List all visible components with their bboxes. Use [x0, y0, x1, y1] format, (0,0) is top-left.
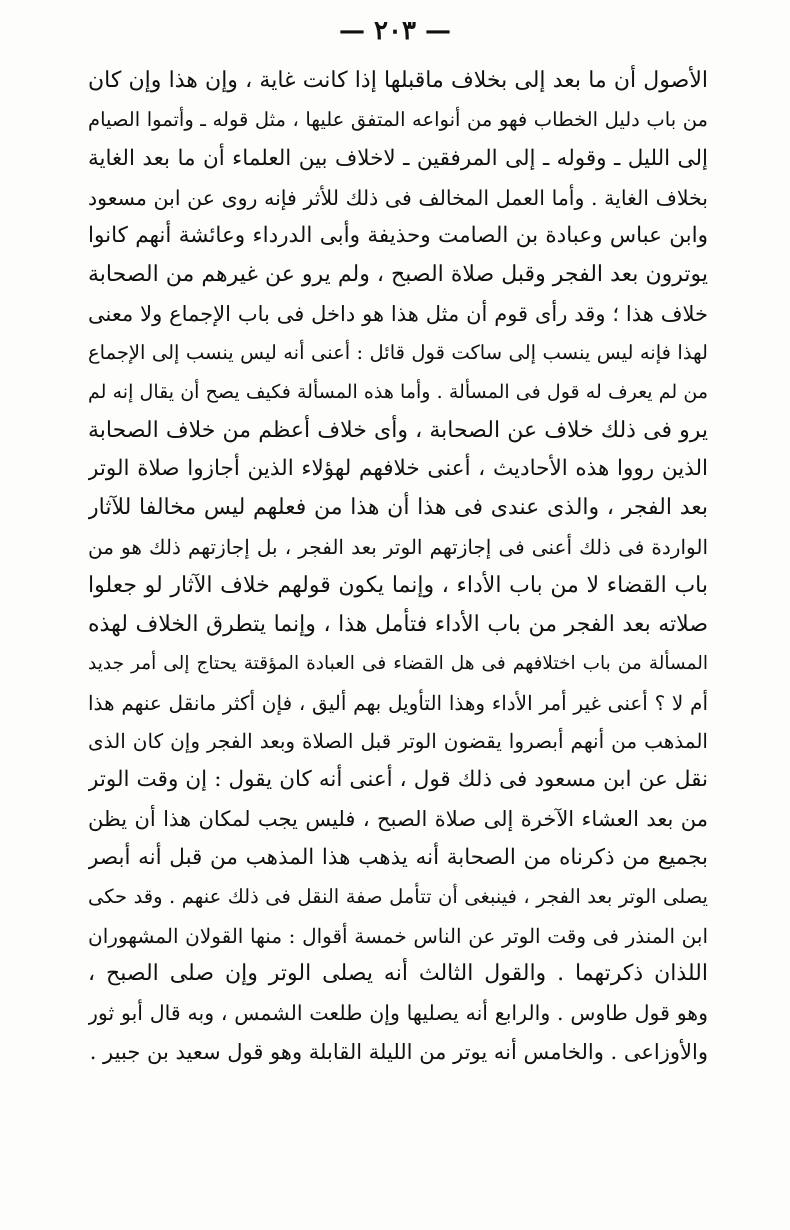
text-line: لهذا فإنه ليس ينسب إلى ساكت قول قائل : أعنى أنه ليس ينسب إلى الإجماع — [88, 340, 708, 364]
text-line: والأوزاعى . والخامس أنه يوتر من الليلة القابلة وهو قول سعيد بن جبير . — [89, 1040, 708, 1065]
text-line: يوترون بعد الفجر وقبل صلاة الصبح ، ولم يرو عن غيرهم من الصحابة — [88, 262, 708, 288]
text-line: من باب دليل الخطاب فهو من أنواعه المتفق عليها ، مثل قوله ـ وأتموا الصيام — [88, 107, 708, 131]
text-line: بخلاف الغاية . وأما العمل المخالف فى ذلك للأثر فإنه روى عن ابن مسعود — [88, 185, 708, 210]
page-number: — ٢٠٣ — — [338, 16, 452, 46]
text-line: صلاته بعد الفجر من باب الأداء فتأمل هذا ، وإنما يتطرق الخلاف لهذه — [88, 611, 708, 637]
text-line: الأصول أن ما بعد إلى بخلاف ماقبلها إذا كانت غاية ، وإن هذا وإن كان — [88, 68, 708, 93]
text-line: نقل عن ابن مسعود فى ذلك قول ، أعنى أنه كان يقول : إن وقت الوتر — [88, 767, 708, 793]
text-line: الذين رووا هذه الأحاديث ، أعنى خلافهم لهؤلاء الذين أجازوا صلاة الوتر — [88, 456, 708, 482]
text-line: خلاف هذا ؛ وقد رأى قوم أن مثل هذا هو داخل فى باب الإجماع ولا معنى — [88, 302, 708, 327]
text-line: المسألة من باب اختلافهم فى هل القضاء فى العبادة المؤقتة يحتاج إلى أمر جديد — [88, 652, 708, 674]
text-line: الواردة فى ذلك أعنى فى إجازتهم الوتر بعد الفجر ، بل إجازتهم ذلك هو من — [88, 535, 708, 560]
text-line: ابن المنذر فى وقت الوتر عن الناس خمسة أقوال : منها القولان المشهوران — [88, 923, 708, 948]
text-line: من بعد العشاء الآخرة إلى صلاة الصبح ، فليس يجب لمكان هذا أن يظن — [88, 807, 708, 832]
text-line: المذهب من أنهم أبصروا يقضون الوتر قبل الصلاة وبعد الفجر وإن كان الذى — [88, 729, 708, 754]
text-line: بجميع من ذكرناه من الصحابة أنه يذهب هذا المذهب من قبل أنه أبصر — [88, 844, 708, 870]
text-line: وهو قول طاوس . والرابع أنه يصليها وإن طلعت الشمس ، وبه قال أبو ثور — [88, 1001, 708, 1026]
text-line: أم لا ؟ أعنى غير أمر الأداء وهذا التأويل بهم أليق ، فإن أكثر مانقل عنهم هذا — [88, 690, 708, 715]
text-line: اللذان ذكرتهما . والقول الثالث أنه يصلى الوتر وإن صلى الصبح ، — [88, 961, 708, 987]
text-line: وابن عباس وعبادة بن الصامت وحذيفة وأبى الدرداء وعائشة أنهم كانوا — [88, 223, 708, 249]
text-line: باب القضاء لا من باب الأداء ، وإنما يكون قولهم خلاف الآثار لو جعلوا — [88, 572, 708, 598]
text-line: إلى الليل ـ وقوله ـ إلى المرفقين ـ لاخلاف بين العلماء أن ما بعد الغاية — [88, 145, 708, 171]
text-line: من لم يعرف له قول فى المسألة . وأما هذه المسألة فكيف يصح أن يقال إنه لم — [88, 380, 708, 403]
body-text — [88, 62, 708, 1072]
text-line: بعد الفجر ، والذى عندى فى هذا أن هذا من فعلهم ليس مخالفا للآثار — [88, 495, 708, 521]
text-line: يرو فى ذلك خلاف عن الصحابة ، وأى خلاف أعظم من خلاف الصحابة — [88, 417, 708, 443]
text-line: يصلى الوتر بعد الفجر ، فينبغى أن تتأمل صفة النقل فى ذلك عنهم . وقد حكى — [88, 884, 708, 908]
